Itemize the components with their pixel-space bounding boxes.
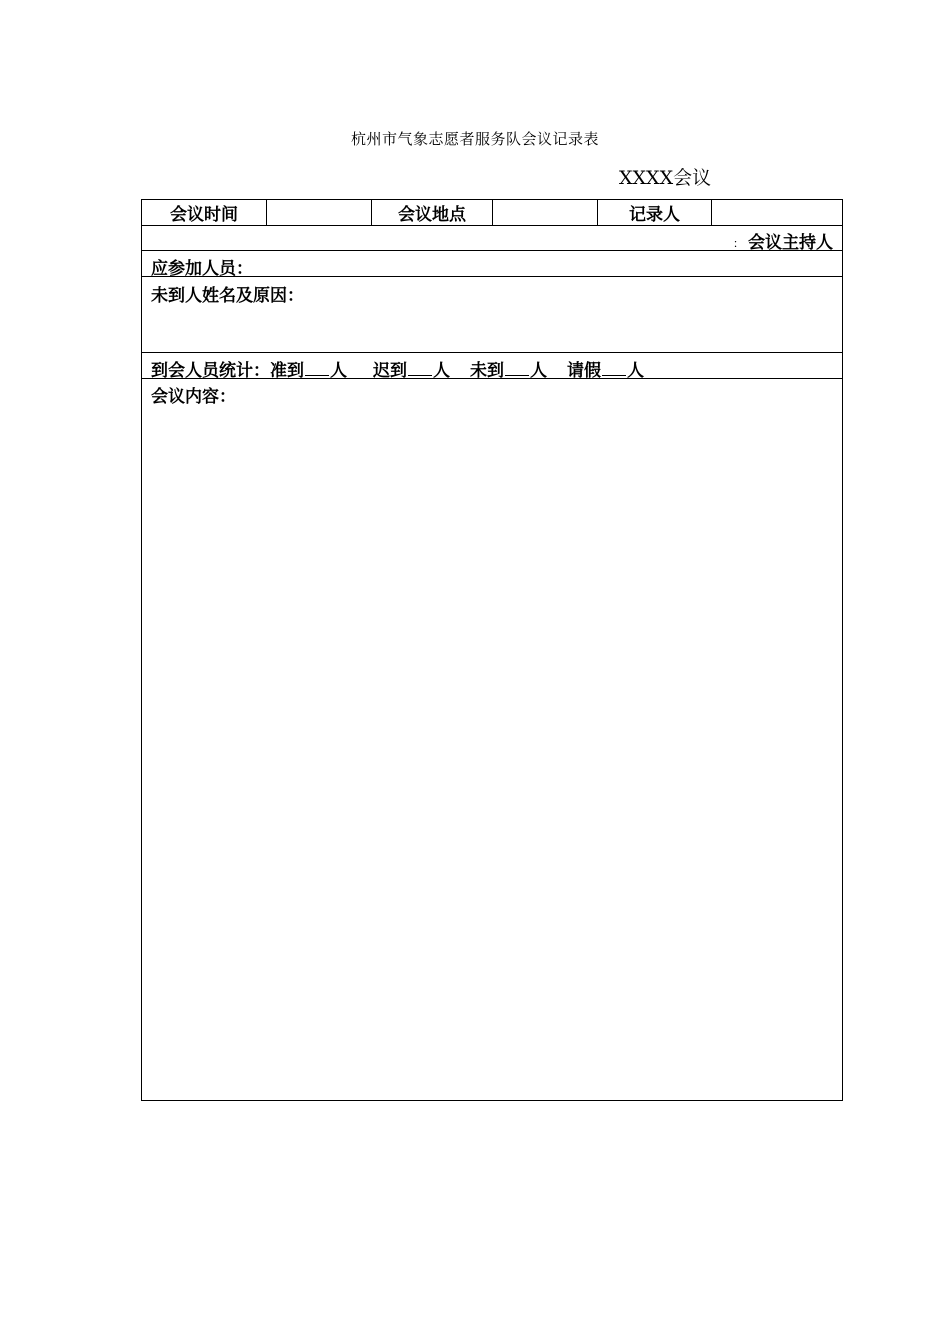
host-label <box>733 228 833 253</box>
stats-late-blank[interactable] <box>408 361 432 376</box>
stats-late-label: 迟到 <box>373 361 407 381</box>
host-colon: ： <box>733 237 744 250</box>
host-label-text: 会议主持人 <box>748 233 833 253</box>
stats-expected-label: 准到 <box>270 361 304 381</box>
form-row-content[interactable] <box>142 379 842 1100</box>
recorder-label: 记录人 <box>598 200 712 225</box>
meeting-time-field[interactable] <box>267 200 372 225</box>
stats-absent-unit: 人 <box>530 361 547 381</box>
expected-attendees-label: 应参加人员： <box>151 259 253 279</box>
meeting-record-form <box>141 199 843 1101</box>
stats-leave-label: 请假 <box>567 361 601 381</box>
recorder-field[interactable] <box>712 200 842 225</box>
stats-absent-label: 未到 <box>470 361 504 381</box>
stats-leave-unit: 人 <box>627 361 644 381</box>
meeting-location-label: 会议地点 <box>372 200 493 225</box>
absent-label: 未到人姓名及原因： <box>151 286 304 306</box>
meeting-name: XXXX会议 <box>619 167 712 189</box>
stats-label: 到会人员统计： <box>151 361 270 381</box>
stats-expected-unit: 人 <box>330 361 347 381</box>
form-row-header <box>142 200 842 226</box>
form-row-host[interactable] <box>142 226 842 251</box>
stats-leave-blank[interactable] <box>602 361 626 376</box>
attendance-stats <box>151 356 644 381</box>
form-row-stats <box>142 353 842 379</box>
meeting-time-label: 会议时间 <box>142 200 267 225</box>
form-row-absent[interactable] <box>142 277 842 353</box>
stats-late-unit: 人 <box>433 361 450 381</box>
form-row-expected-attendees[interactable] <box>142 251 842 277</box>
meeting-location-field[interactable] <box>493 200 598 225</box>
document-title: 杭州市气象志愿者服务队会议记录表 <box>350 130 599 148</box>
stats-expected-blank[interactable] <box>305 361 329 376</box>
meeting-content-label: 会议内容： <box>151 387 236 407</box>
stats-absent-blank[interactable] <box>505 361 529 376</box>
